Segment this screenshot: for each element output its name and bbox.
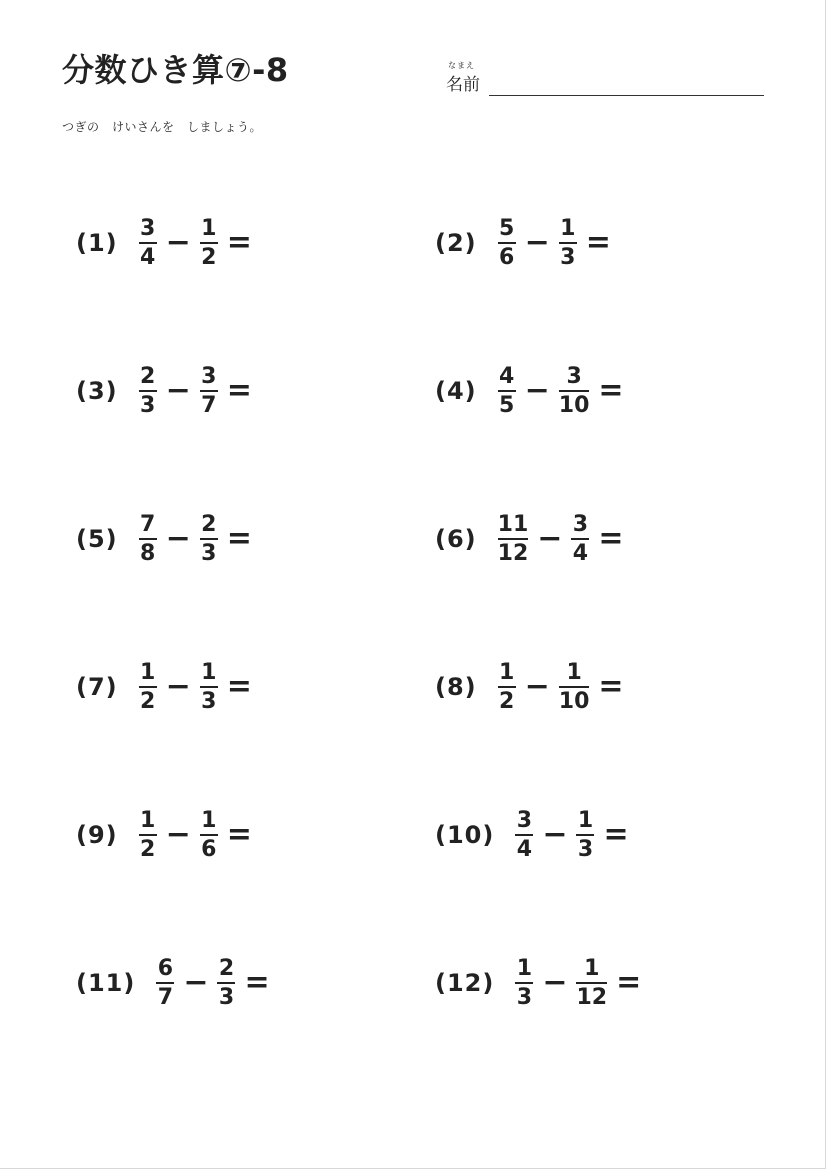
- subtrahend-fraction: [558, 217, 578, 270]
- fraction-bar: [139, 686, 157, 688]
- denominator: 7: [157, 984, 173, 1010]
- fraction-bar: [200, 686, 218, 688]
- numerator: 1: [498, 659, 515, 685]
- numerator: 1: [139, 807, 156, 833]
- denominator: 4: [516, 836, 532, 862]
- denominator: 12: [497, 540, 529, 566]
- problem-9: [76, 805, 252, 865]
- problem-number: (8): [435, 673, 477, 701]
- fraction-bar: [498, 242, 516, 244]
- denominator: 3: [516, 984, 532, 1010]
- minus-sign: −: [183, 965, 209, 1000]
- problem-3: [76, 361, 252, 421]
- numerator: 1: [201, 215, 217, 241]
- minuend-fraction: [138, 365, 158, 418]
- equals-sign: =: [598, 373, 624, 408]
- numerator: 3: [201, 363, 217, 389]
- minuend-fraction: [138, 217, 158, 270]
- fraction-bar: [571, 538, 589, 540]
- problem-number: (6): [435, 525, 477, 553]
- denominator: 2: [139, 688, 156, 714]
- fraction-bar: [559, 686, 590, 688]
- fraction-bar: [139, 390, 157, 392]
- equals-sign: =: [598, 521, 624, 556]
- numerator: 1: [584, 955, 600, 981]
- problem-number: (4): [435, 377, 477, 405]
- fraction-bar: [498, 538, 529, 540]
- minus-sign: −: [165, 817, 191, 852]
- problem-number: (2): [435, 229, 477, 257]
- denominator: 8: [139, 540, 156, 566]
- denominator: 6: [498, 244, 515, 270]
- problem-number: (10): [435, 821, 495, 849]
- numerator: 3: [516, 807, 532, 833]
- minus-sign: −: [165, 225, 191, 260]
- minuend-fraction: [497, 217, 517, 270]
- minus-sign: −: [165, 669, 191, 704]
- equals-sign: =: [226, 373, 252, 408]
- name-write-line[interactable]: [489, 95, 764, 96]
- fraction-bar: [576, 834, 594, 836]
- minuend-fraction: [155, 957, 175, 1010]
- numerator: 2: [201, 511, 217, 537]
- equals-sign: =: [616, 965, 642, 1000]
- numerator: 2: [218, 955, 235, 981]
- numerator: 1: [566, 659, 582, 685]
- denominator: 3: [577, 836, 594, 862]
- minus-sign: −: [542, 817, 568, 852]
- subtrahend-fraction: [558, 365, 591, 418]
- problem-number: (5): [76, 525, 118, 553]
- denominator: 3: [560, 244, 576, 270]
- equals-sign: =: [226, 669, 252, 704]
- equals-sign: =: [244, 965, 270, 1000]
- fraction-bar: [200, 242, 218, 244]
- fraction-bar: [139, 538, 157, 540]
- subtrahend-fraction: [199, 809, 219, 862]
- problem-1: [76, 213, 252, 273]
- equals-sign: =: [598, 669, 624, 704]
- numerator: 1: [139, 659, 156, 685]
- numerator: 3: [566, 363, 582, 389]
- equals-sign: =: [603, 817, 629, 852]
- problem-8: [435, 657, 624, 717]
- denominator: 2: [201, 244, 217, 270]
- minuend-fraction: [497, 513, 530, 566]
- minuend-fraction: [138, 513, 158, 566]
- numerator: 1: [201, 659, 217, 685]
- denominator: 4: [572, 540, 589, 566]
- denominator: 5: [498, 392, 515, 418]
- fraction-bar: [200, 538, 218, 540]
- name-label: 名前: [446, 75, 480, 95]
- subtrahend-fraction: [199, 217, 219, 270]
- denominator: 10: [558, 392, 590, 418]
- minus-sign: −: [524, 373, 550, 408]
- problem-4: [435, 361, 624, 421]
- fraction-bar: [139, 834, 157, 836]
- instruction-text: つぎの けいさんを しましょう。: [62, 120, 263, 134]
- denominator: 2: [139, 836, 156, 862]
- problem-6: [435, 509, 624, 569]
- subtrahend-fraction: [199, 661, 219, 714]
- subtrahend-fraction: [570, 513, 590, 566]
- equals-sign: =: [226, 521, 252, 556]
- equals-sign: =: [226, 225, 252, 260]
- problem-7: [76, 657, 252, 717]
- denominator: 3: [201, 688, 217, 714]
- denominator: 7: [201, 392, 217, 418]
- fraction-bar: [498, 390, 516, 392]
- problem-number: (12): [435, 969, 495, 997]
- worksheet-title: 分数ひき算⑦-8: [62, 51, 289, 89]
- fraction-bar: [559, 242, 577, 244]
- problem-number: (7): [76, 673, 118, 701]
- numerator: 7: [139, 511, 156, 537]
- denominator: 6: [201, 836, 217, 862]
- subtrahend-fraction: [199, 513, 219, 566]
- problem-10: [435, 805, 629, 865]
- minuend-fraction: [497, 365, 517, 418]
- fraction-bar: [576, 982, 607, 984]
- numerator: 1: [560, 215, 576, 241]
- problem-2: [435, 213, 611, 273]
- denominator: 10: [558, 688, 590, 714]
- fraction-bar: [200, 834, 218, 836]
- problem-5: [76, 509, 252, 569]
- minus-sign: −: [537, 521, 563, 556]
- numerator: 4: [498, 363, 515, 389]
- name-field: [446, 60, 766, 100]
- subtrahend-fraction: [199, 365, 219, 418]
- equals-sign: =: [585, 225, 611, 260]
- minuend-fraction: [138, 809, 158, 862]
- fraction-bar: [217, 982, 235, 984]
- numerator: 1: [577, 807, 594, 833]
- numerator: 11: [497, 511, 529, 537]
- numerator: 3: [139, 215, 156, 241]
- numerator: 2: [139, 363, 156, 389]
- problem-number: (9): [76, 821, 118, 849]
- fraction-bar: [515, 834, 533, 836]
- minuend-fraction: [514, 809, 534, 862]
- denominator: 4: [139, 244, 156, 270]
- denominator: 2: [498, 688, 515, 714]
- numerator: 1: [201, 807, 217, 833]
- denominator: 12: [576, 984, 608, 1010]
- problem-12: [435, 953, 641, 1013]
- minuend-fraction: [138, 661, 158, 714]
- problem-number: (11): [76, 969, 136, 997]
- fraction-bar: [498, 686, 516, 688]
- equals-sign: =: [226, 817, 252, 852]
- minus-sign: −: [165, 521, 191, 556]
- problem-11: [76, 953, 270, 1013]
- fraction-bar: [559, 390, 590, 392]
- minuend-fraction: [514, 957, 534, 1010]
- minus-sign: −: [524, 225, 550, 260]
- subtrahend-fraction: [216, 957, 236, 1010]
- numerator: 5: [498, 215, 515, 241]
- denominator: 3: [139, 392, 156, 418]
- denominator: 3: [218, 984, 235, 1010]
- denominator: 3: [201, 540, 217, 566]
- minus-sign: −: [165, 373, 191, 408]
- problem-number: (1): [76, 229, 118, 257]
- minuend-fraction: [497, 661, 517, 714]
- fraction-bar: [515, 982, 533, 984]
- numerator: 1: [516, 955, 532, 981]
- fraction-bar: [156, 982, 174, 984]
- minus-sign: −: [524, 669, 550, 704]
- numerator: 6: [157, 955, 173, 981]
- problem-number: (3): [76, 377, 118, 405]
- fraction-bar: [200, 390, 218, 392]
- subtrahend-fraction: [575, 957, 608, 1010]
- subtrahend-fraction: [558, 661, 591, 714]
- fraction-bar: [139, 242, 157, 244]
- subtrahend-fraction: [575, 809, 595, 862]
- minus-sign: −: [542, 965, 568, 1000]
- name-ruby: なまえ: [448, 61, 475, 70]
- numerator: 3: [572, 511, 589, 537]
